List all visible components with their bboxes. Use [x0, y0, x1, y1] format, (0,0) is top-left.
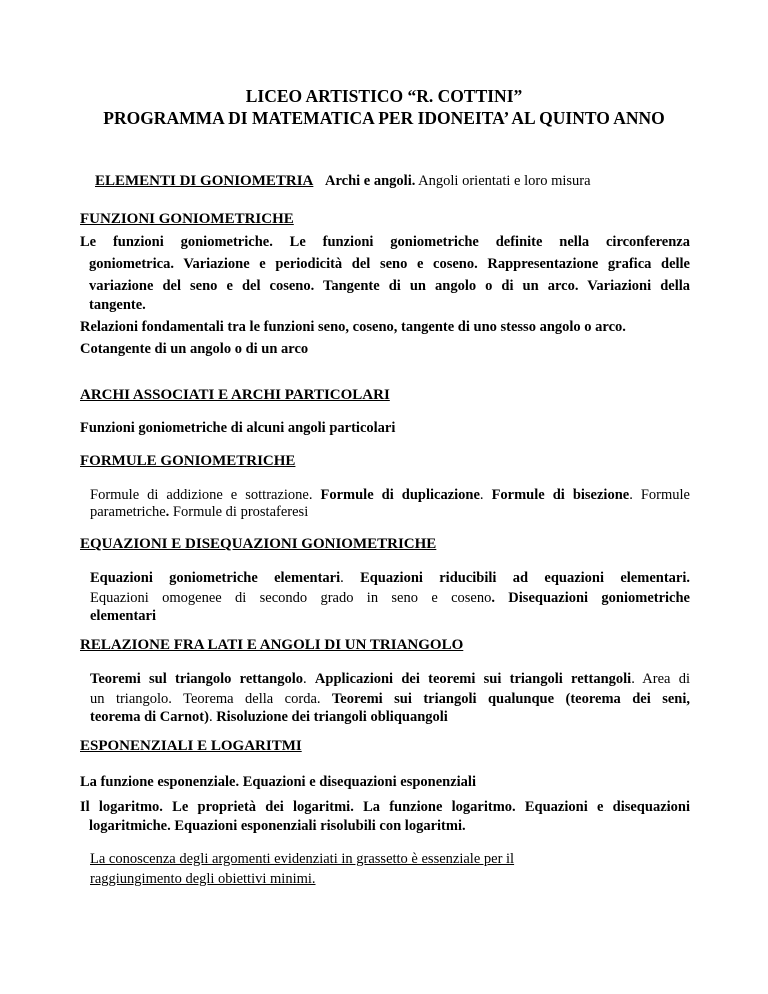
section-heading: EQUAZIONI E DISEQUAZIONI GONIOMETRICHE	[80, 536, 437, 552]
text-line: un triangolo. Teorema della corda. Teoremi sui triangoli qualunque (teorema dei seni,	[90, 691, 690, 707]
section-heading: ARCHI ASSOCIATI E ARCHI PARTICOLARI	[80, 387, 390, 403]
text-line: Equazioni goniometriche elementari. Equazioni riducibili ad equazioni elementari.	[90, 570, 690, 586]
text-line: variazione del seno e del coseno. Tangente di un angolo o di un arco. Variazioni della	[89, 278, 690, 294]
section-goniometria: ELEMENTI DI GONIOMETRIA Archi e angoli. Angoli orientati e loro misura	[95, 173, 591, 189]
text-line: La funzione esponenziale. Equazioni e disequazioni esponenziali	[80, 774, 476, 790]
text-line: Le funzioni goniometriche. Le funzioni goniometriche definite nella circonferenza	[80, 234, 690, 250]
text-line: teorema di Carnot). Risoluzione dei triangoli obliquangoli	[90, 709, 448, 725]
text-line: goniometrica. Variazione e periodicità del seno e coseno. Rappresentazione grafica delle	[89, 256, 690, 272]
school-title: LICEO ARTISTICO “R. COTTINI”	[245, 86, 523, 106]
text-line: Formule di addizione e sottrazione. Formule di duplicazione. Formule di bisezione. Formule	[90, 487, 690, 503]
note-line: raggiungimento degli obiettivi minimi.	[90, 871, 316, 887]
text-line: logaritmiche. Equazioni esponenziali risolubili con logaritmi.	[89, 818, 466, 834]
section-heading: ELEMENTI DI GONIOMETRIA	[95, 173, 314, 189]
text-line: tangente.	[89, 297, 146, 313]
section-heading: FUNZIONI GONIOMETRICHE	[80, 211, 294, 227]
text-line: Equazioni omogenee di secondo grado in seno e coseno. Disequazioni goniometriche	[90, 590, 690, 606]
text-line: elementari	[90, 608, 157, 624]
program-title: PROGRAMMA DI MATEMATICA PER IDONEITA’ AL QUINTO ANNO	[103, 108, 665, 128]
note-line: La conoscenza degli argomenti evidenziati in grassetto è essenziale per il	[90, 851, 515, 867]
section-heading: ESPONENZIALI E LOGARITMI	[80, 738, 302, 754]
text-line: parametriche. Formule di prostaferesi	[90, 504, 309, 520]
text-line: Funzioni goniometriche di alcuni angoli particolari	[80, 420, 396, 436]
text-line: Il logaritmo. Le proprietà dei logaritmi. La funzione logaritmo. Equazioni e disequazioni	[80, 799, 690, 815]
text-line: Cotangente di un angolo o di un arco	[80, 341, 309, 357]
text-line: Teoremi sul triangolo rettangolo. Applicazioni dei teoremi sui triangoli rettangoli. Area di	[90, 671, 691, 687]
section-heading: FORMULE GONIOMETRICHE	[80, 453, 296, 469]
section-heading: RELAZIONE FRA LATI E ANGOLI DI UN TRIANGOLO	[80, 637, 464, 653]
text-line: Relazioni fondamentali tra le funzioni seno, coseno, tangente di uno stesso angolo o arco.	[80, 319, 626, 335]
